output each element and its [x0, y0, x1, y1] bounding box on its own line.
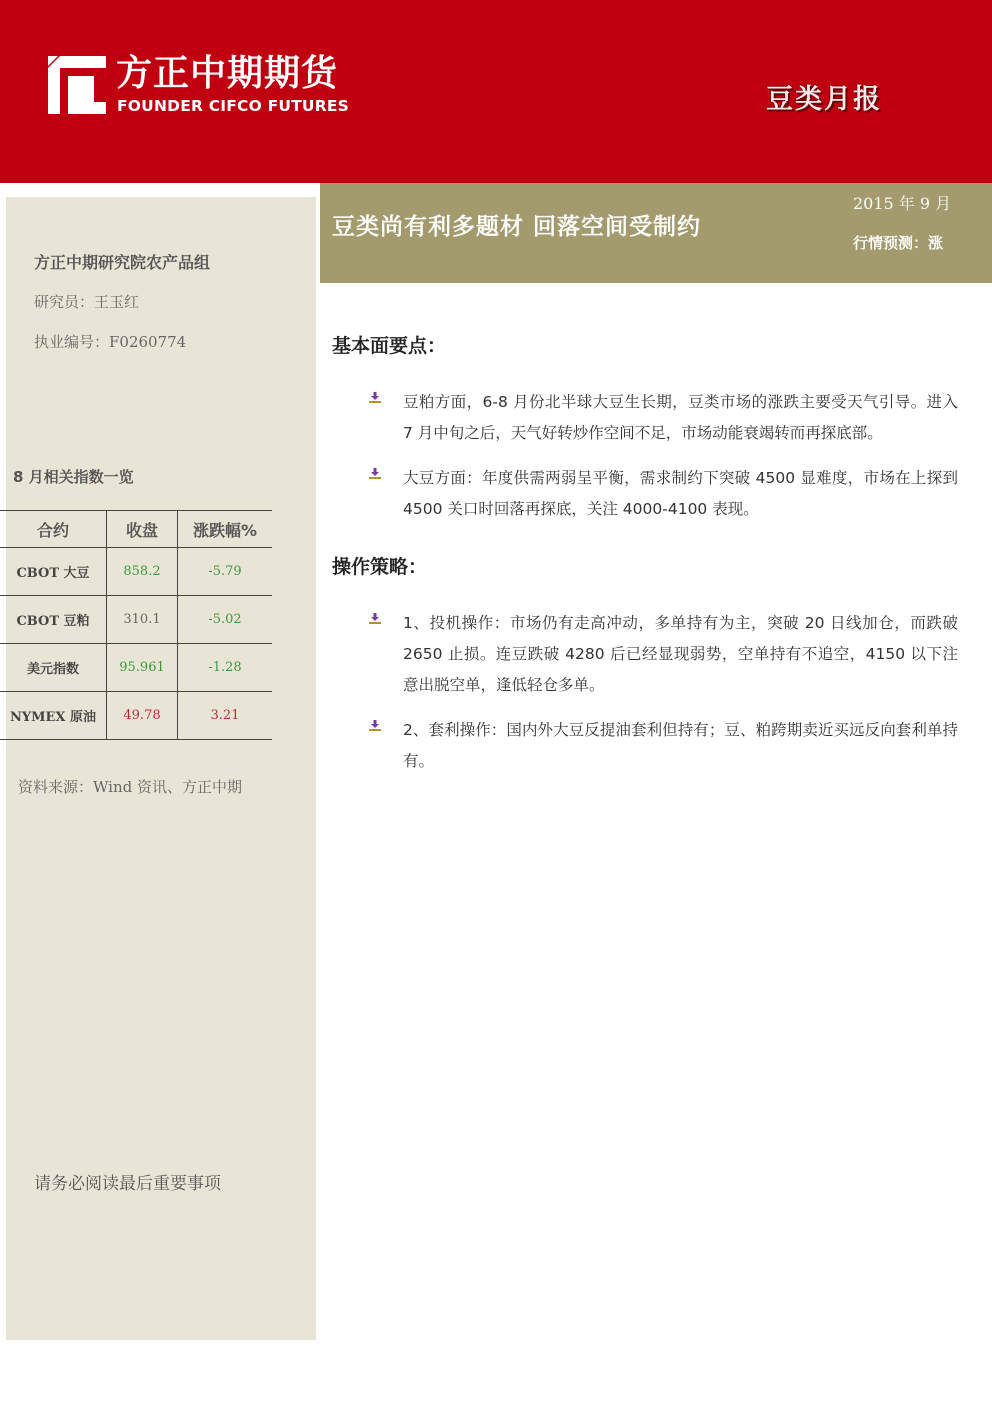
- close-value: 858.2: [107, 548, 178, 596]
- column-header-contract: 合约: [0, 511, 107, 548]
- bullet-arrow-icon: [368, 391, 382, 405]
- contract-name: NYMEX 原油: [0, 692, 107, 740]
- change-value: -5.79: [178, 548, 273, 596]
- bullet-arrow-icon: [368, 719, 382, 733]
- contract-name: 美元指数: [0, 644, 107, 692]
- company-logo-icon: [48, 56, 106, 114]
- contract-name: CBOT 豆粕: [0, 596, 107, 644]
- brand-name-cn: 方正中期期货: [116, 53, 339, 94]
- column-header-change: 涨跌幅%: [178, 511, 273, 548]
- bullet-arrow-icon: [368, 612, 382, 626]
- table-row: [0, 692, 272, 740]
- disclaimer-notice: 请务必阅读最后重要事项: [34, 1174, 221, 1194]
- section-heading-fundamentals: 基本面要点：: [332, 335, 447, 357]
- change-value: -1.28: [178, 644, 273, 692]
- list-item: [368, 715, 958, 777]
- data-source: 资料来源：Wind 资讯、方正中期: [18, 778, 242, 796]
- close-value: 49.78: [107, 692, 178, 740]
- column-header-close: 收盘: [107, 511, 178, 548]
- table-row: [0, 548, 272, 596]
- researcher-name: 研究员：王玉红: [34, 293, 140, 311]
- change-value: 3.21: [178, 692, 273, 740]
- report-date: 2015 年 9 月: [853, 194, 952, 213]
- table-header-row: [0, 511, 272, 548]
- section-heading-strategy: 操作策略：: [332, 556, 428, 578]
- report-title: 豆类尚有利多题材 回落空间受制约: [332, 214, 702, 240]
- department-name: 方正中期研究院农产品组: [34, 253, 211, 272]
- bullet-arrow-icon: [368, 467, 382, 481]
- header-banner: [0, 0, 992, 183]
- bullet-text: 大豆方面：年度供需两弱呈平衡，需求制约下突破 4500 显难度，市场在上探到 4500 关口时回落再探底，关注 4000-4100 表现。: [403, 469, 958, 518]
- report-type: 豆类月报: [766, 84, 882, 115]
- change-value: -5.02: [178, 596, 273, 644]
- contract-name: CBOT 大豆: [0, 548, 107, 596]
- index-table: [0, 510, 272, 740]
- bullet-text: 豆粕方面，6-8 月份北半球大豆生长期，豆类市场的涨跌主要受天气引导。进入 7 月中旬之后，天气好转炒作空间不足，市场动能衰竭转而再探底部。: [403, 393, 958, 442]
- license-number: 执业编号：F0260774: [34, 333, 187, 351]
- brand-name-en: FOUNDER CIFCO FUTURES: [117, 97, 350, 115]
- bullet-text: 1、投机操作：市场仍有走高冲动，多单持有为主，突破 20 日线加仓，而跌破 2650 止损。连豆跌破 4280 后已经显现弱势，空单持有不追空，4150 以下注意出脱空单，逢低轻仓多单。: [403, 614, 958, 694]
- market-forecast: 行情预测：涨: [853, 234, 944, 252]
- index-table-title: 8 月相关指数一览: [13, 468, 134, 486]
- list-item: [368, 463, 958, 525]
- close-value: 310.1: [107, 596, 178, 644]
- list-item: [368, 608, 958, 701]
- sidebar-panel: [6, 197, 316, 1340]
- table-row: [0, 596, 272, 644]
- table-row: [0, 644, 272, 692]
- close-value: 95.961: [107, 644, 178, 692]
- bullet-text: 2、套利操作：国内外大豆反提油套利但持有；豆、粕跨期卖近买远反向套利单持有。: [403, 721, 958, 770]
- list-item: [368, 387, 958, 449]
